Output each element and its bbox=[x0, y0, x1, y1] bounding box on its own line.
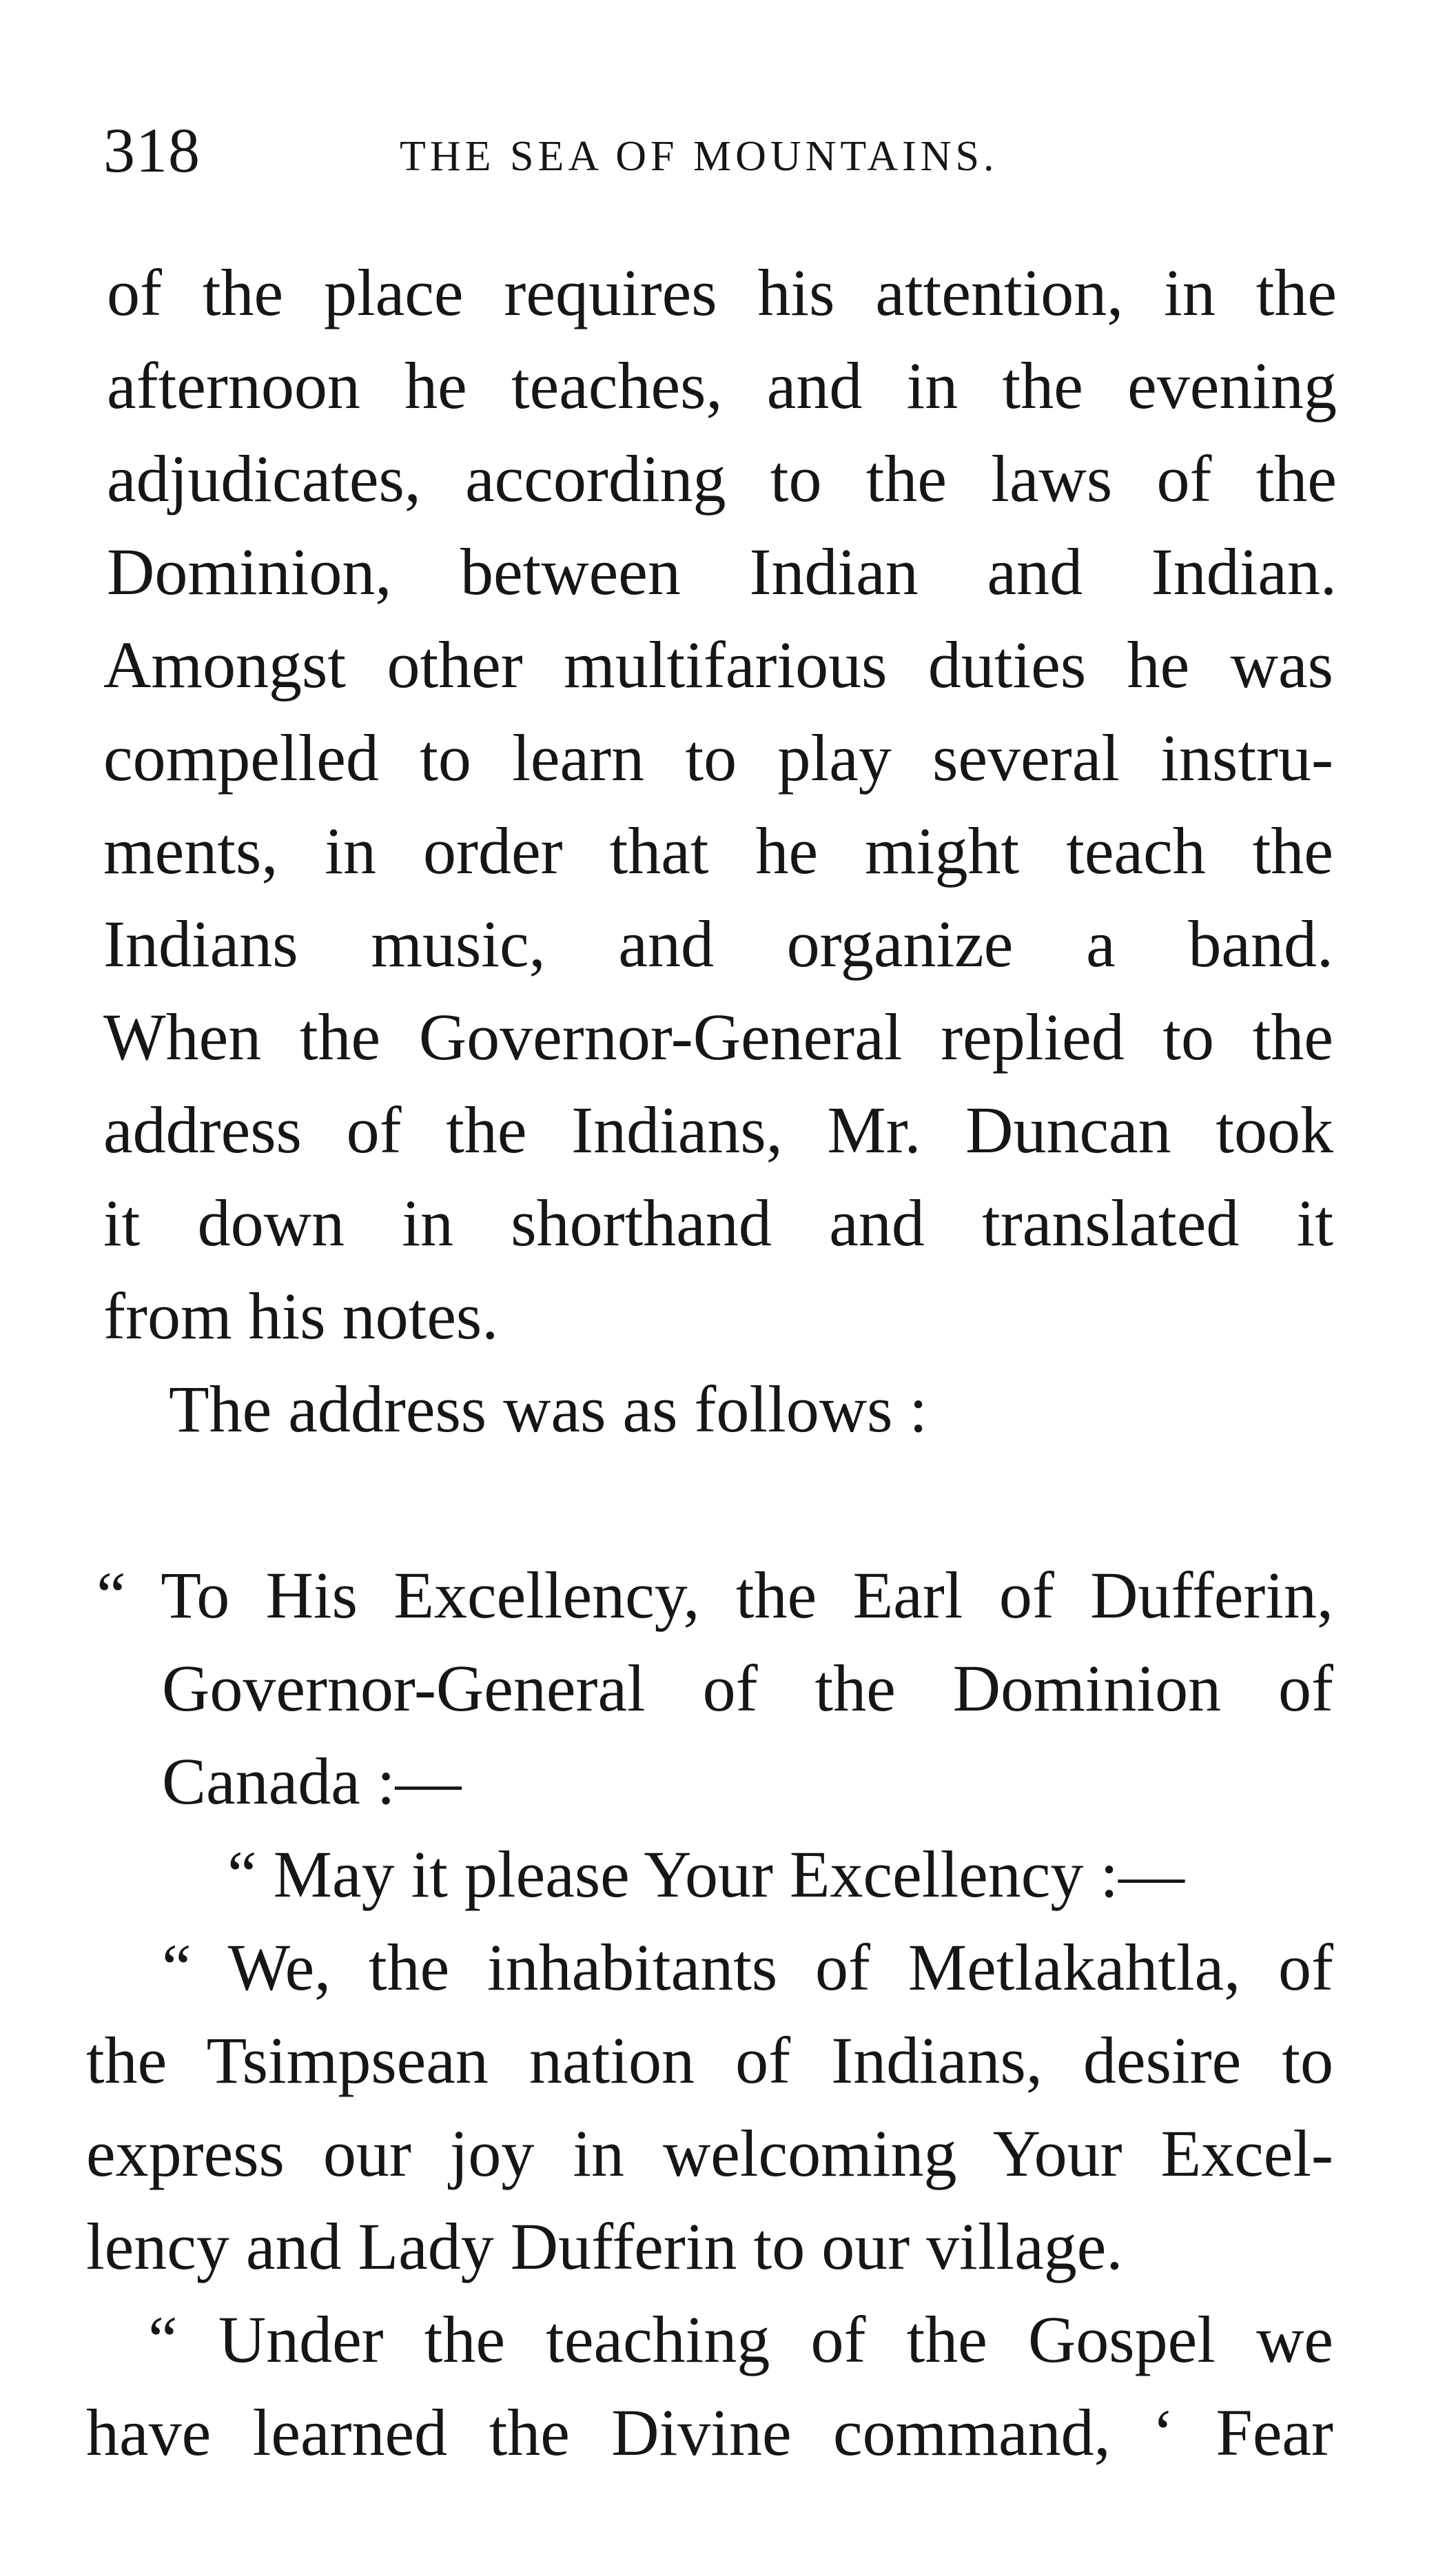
text-line: it down in shorthand and translated it bbox=[103, 1186, 1333, 1260]
text-line: compelled to learn to play several instru- bbox=[103, 721, 1333, 795]
text-line: adjudicates, according to the laws of the bbox=[107, 442, 1337, 516]
text-line: express our joy in welcoming Your Excel- bbox=[86, 2116, 1333, 2190]
text-line: Indians music, and organize a band. bbox=[103, 907, 1333, 981]
text-line: Canada :— bbox=[162, 1744, 462, 1818]
text-line: have learned the Divine command, ‘ Fear bbox=[86, 2396, 1333, 2469]
text-line: Governor-General of the Dominion of bbox=[162, 1651, 1333, 1725]
text-line: Amongst other multifarious duties he was bbox=[103, 628, 1333, 702]
text-line: from his notes. bbox=[103, 1279, 499, 1353]
text-line: The address was as follows : bbox=[169, 1372, 928, 1446]
text-line: afternoon he teaches, and in the evening bbox=[107, 349, 1337, 422]
text-line: of the place requires his attention, in the bbox=[107, 256, 1337, 329]
text-line: ments, in order that he might teach the bbox=[103, 814, 1333, 888]
text-line: lency and Lady Dufferin to our village. bbox=[86, 2209, 1123, 2283]
text-line: the Tsimpsean nation of Indians, desire to bbox=[86, 2023, 1333, 2097]
text-line: “ To His Excellency, the Earl of Dufferin, bbox=[96, 1558, 1333, 1632]
text-line: “ We, the inhabitants of Metlakahtla, of bbox=[162, 1930, 1333, 2004]
text-line: Dominion, between Indian and Indian. bbox=[107, 535, 1337, 609]
text-line: When the Governor-General replied to the bbox=[103, 1000, 1333, 1074]
text-line: address of the Indians, Mr. Duncan took bbox=[103, 1093, 1333, 1167]
page-number: 318 bbox=[103, 115, 201, 185]
text-line: “ May it please Your Excellency :— bbox=[227, 1837, 1185, 1911]
running-title: THE SEA OF MOUNTAINS. bbox=[400, 133, 998, 180]
running-head bbox=[103, 103, 1357, 193]
text-line: “ Under the teaching of the Gospel we bbox=[148, 2303, 1333, 2376]
